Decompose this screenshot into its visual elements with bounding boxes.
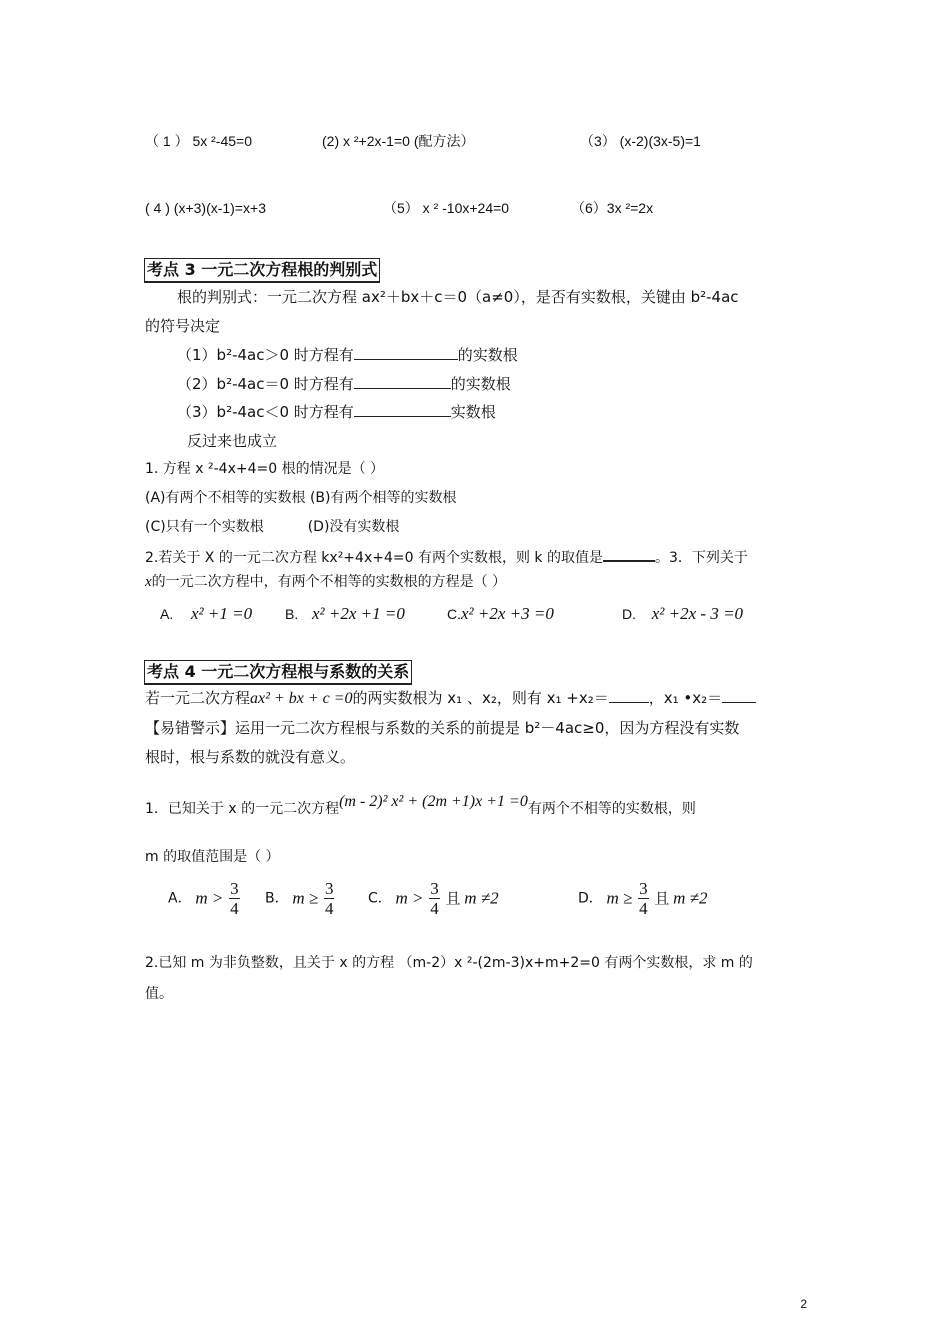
question-3-start: 。3．下列关于	[654, 550, 748, 566]
question-1: 1. 方程 x ²-4x+4=0 根的情况是（ ）	[145, 461, 385, 477]
fraction-denominator: 4	[324, 899, 334, 918]
fraction-three-quarters	[229, 879, 240, 918]
option-c-equation: x² +2x +3 =0	[461, 604, 554, 623]
option-a-relation: m >	[195, 888, 224, 908]
question-1-suffix: 有两个不相等的实数根，则	[527, 801, 696, 817]
section-3-heading: 考点 3 一元二次方程根的判别式	[144, 258, 380, 283]
exercise-4: ( 4 ) (x+3)(x-1)=x+3	[145, 200, 266, 216]
fraction-denominator: 4	[230, 899, 239, 918]
exercise-5: （5） x ² -10x+24=0	[383, 200, 510, 216]
section-4-question-1	[145, 793, 696, 819]
condition-1-text: （1）b²-4ac＞0 时方程有	[177, 346, 354, 364]
question-3-option-c	[447, 604, 554, 625]
vieta-product-text: ，x₁ •x₂＝	[648, 689, 723, 707]
option-a: (A)有两个不相等的实数根	[145, 490, 306, 506]
question-1-text: 1．已知关于 x 的一元二次方程	[145, 801, 340, 817]
condition-1-suffix: 的实数根	[457, 346, 518, 364]
vieta-statement	[145, 688, 756, 709]
parametric-quadratic-equation: (m - 2)² x² + (2m +1)x +1 =0	[339, 793, 528, 810]
question-3-option-b	[285, 604, 405, 625]
fraction-numerator: 3	[324, 879, 334, 898]
fraction-denominator: 4	[639, 899, 648, 918]
question-3-options	[160, 604, 252, 625]
warning-line-2: 根时，根与系数的就没有意义。	[145, 748, 356, 766]
fraction-denominator: 4	[430, 899, 439, 918]
range-option-d	[578, 879, 708, 923]
reverse-note: 反过来也成立	[187, 432, 278, 450]
fraction-numerator: 3	[430, 879, 439, 898]
exercise-3: （3） (x-2)(3x-5)=1	[580, 133, 701, 149]
discriminant-condition-2	[177, 374, 511, 394]
option-b-label: B.	[285, 606, 299, 622]
condition-3-suffix: 实数根	[450, 403, 496, 421]
section-4-question-2-line-2: 值。	[145, 986, 173, 1002]
fraction-numerator: 3	[230, 879, 239, 898]
question-2-text: 2.若关于 X 的一元二次方程 kx²+4x+4=0 有两个实数根，则 k 的取值是	[145, 550, 603, 566]
condition-2-suffix: 的实数根	[450, 375, 511, 393]
option-a-label: A．	[168, 890, 192, 907]
condition-2-text: （2）b²-4ac＝0 时方程有	[177, 375, 354, 393]
condition-3-text: （3）b²-4ac＜0 时方程有	[177, 403, 354, 421]
section-4-question-1-line-2: m 的取值范围是（ ）	[145, 849, 280, 865]
page-number: 2	[800, 1297, 807, 1311]
answer-blank	[354, 374, 451, 389]
discriminant-condition-1	[177, 345, 518, 365]
option-a-label: A.	[160, 606, 174, 622]
question-3	[145, 572, 506, 592]
option-d-label: D．	[578, 890, 603, 907]
vieta-sum-text: 的两实数根为 x₁ 、x₂，则有 x₁ +x₂＝	[352, 689, 609, 707]
fraction-three-quarters	[324, 879, 335, 918]
option-d-relation: m ≥	[606, 888, 633, 908]
option-c-condition: m ≠2	[464, 888, 499, 908]
option-d-condition: m ≠2	[673, 888, 708, 908]
option-c-label: C．	[368, 890, 392, 907]
section-4-heading: 考点 4 一元二次方程根与系数的关系	[144, 660, 412, 685]
section-3-intro-line-2: 的符号决定	[145, 317, 221, 335]
option-b: (B)有两个相等的实数根	[309, 490, 457, 506]
range-option-a	[168, 879, 242, 923]
option-a-equation: x² +1 =0	[190, 604, 253, 623]
answer-blank	[722, 688, 756, 703]
variable-x: x	[145, 574, 152, 590]
option-c-and: 且	[445, 889, 461, 908]
answer-blank	[354, 402, 451, 417]
fraction-three-quarters	[429, 879, 440, 918]
option-d: (D)没有实数根	[307, 519, 400, 535]
question-1-options-ab	[145, 488, 457, 508]
fraction-three-quarters	[638, 879, 649, 918]
question-1-options-cd	[145, 517, 399, 537]
range-option-c	[368, 879, 499, 923]
option-d-and: 且	[654, 889, 670, 908]
answer-blank	[354, 345, 458, 360]
option-c-label: C.	[447, 606, 461, 622]
exercise-1: （ 1 ） 5x ²-45=0	[145, 133, 252, 149]
fraction-numerator: 3	[639, 879, 648, 898]
option-d-label: D.	[622, 606, 636, 622]
option-b-relation: m ≥	[292, 888, 319, 908]
answer-blank	[609, 688, 649, 703]
answer-blank	[603, 546, 655, 562]
general-quadratic-equation: ax² + bx + c =0	[250, 690, 353, 707]
discriminant-condition-3	[177, 402, 496, 422]
option-c-relation: m >	[395, 888, 424, 908]
warning-line-1: 【易错警示】运用一元二次方程根与系数的关系的前提是 b²－4ac≥0，因为方程没有实数	[145, 719, 740, 737]
vieta-prefix: 若一元二次方程	[145, 689, 251, 707]
exercise-6: （6）3x ²=2x	[571, 200, 654, 216]
option-b-equation: x² +2x +1 =0	[311, 604, 405, 623]
option-b-label: B．	[265, 890, 289, 907]
question-2	[145, 546, 748, 568]
question-3-option-d	[622, 604, 743, 625]
section-3-intro-line-1: 根的判别式：一元二次方程 ax²＋bx＋c＝0（a≠0），是否有实数根，关键由 b²-4ac	[177, 288, 739, 306]
option-d-equation: x² +2x - 3 =0	[651, 604, 744, 623]
option-c: (C)只有一个实数根	[145, 519, 264, 535]
range-option-b	[265, 879, 336, 923]
exercise-2: (2) x ²+2x-1=0 (配方法）	[322, 133, 475, 149]
question-3-text: 的一元二次方程中，有两个不相等的实数根的方程是（ ）	[151, 574, 507, 590]
section-4-question-2-line-1: 2.已知 m 为非负整数，且关于 x 的方程 （m-2）x ²-(2m-3)x+m+2=0 有两个实数根，求 m 的	[145, 955, 753, 971]
